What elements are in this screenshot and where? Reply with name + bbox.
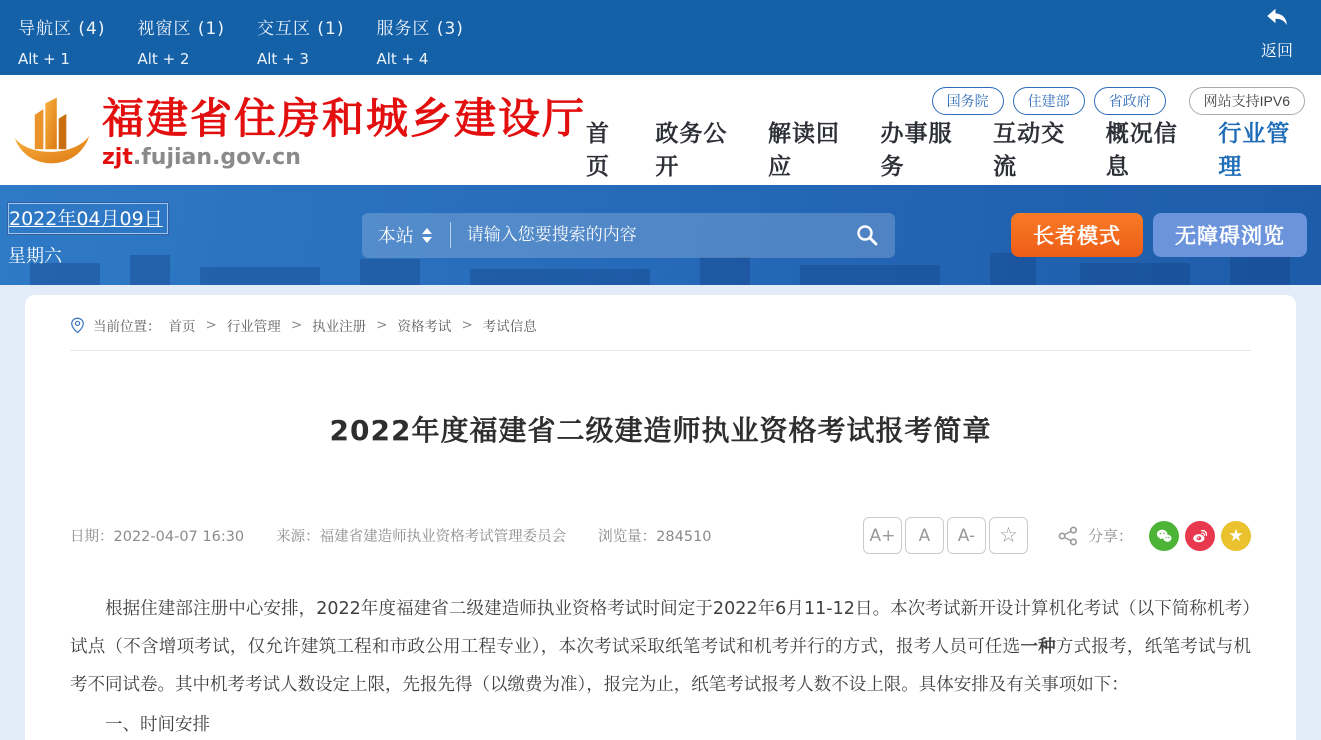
breadcrumb-prefix: 当前位置：	[93, 319, 161, 335]
a11y-region-label: 视窗区 (1)	[137, 19, 225, 39]
site-url-rest: .fujian.gov.cn	[132, 144, 301, 170]
crumb-separator: >	[205, 317, 217, 333]
search-scope-value: 本站	[377, 226, 414, 247]
ipv6-badge: 网站支持IPV6	[1189, 87, 1305, 115]
nav-overview[interactable]: 概况信息	[1105, 121, 1178, 180]
share-icon	[1058, 526, 1078, 546]
font-reset-button[interactable]: A	[905, 517, 944, 554]
crumb-exam-info[interactable]: 考试信息	[482, 319, 537, 335]
date-block	[8, 203, 168, 268]
current-date[interactable]: 2022年04月09日	[8, 203, 168, 234]
crumb-industry[interactable]: 行业管理	[226, 319, 281, 335]
site-header	[0, 75, 1321, 185]
a11y-region-shortcut: Alt + 3	[256, 50, 309, 68]
link-provincial-gov[interactable]: 省政府	[1094, 87, 1166, 115]
a11y-viewport-region[interactable]	[137, 14, 224, 68]
back-label: 返回	[1260, 41, 1293, 60]
a11y-region-label: 导航区 (4)	[18, 19, 106, 39]
page-background	[0, 285, 1321, 740]
back-button[interactable]	[1261, 6, 1293, 61]
search-bar	[362, 213, 895, 258]
crumb-home[interactable]: 首页	[168, 319, 196, 335]
accessibility-bar	[0, 0, 1321, 75]
paragraph-1	[70, 590, 1251, 704]
paragraph-1-bold: 一种	[1020, 637, 1056, 657]
nav-interaction[interactable]: 互动交流	[993, 121, 1066, 180]
share-label: 分享：	[1087, 527, 1133, 545]
quick-links	[932, 87, 1305, 115]
site-title: 福建省住房和城乡建设厅	[102, 94, 587, 144]
elder-mode-button[interactable]: 长者模式	[1011, 213, 1143, 257]
search-icon	[855, 223, 879, 247]
nav-services[interactable]: 办事服务	[880, 121, 953, 180]
a11y-region-label: 服务区 (3)	[376, 19, 464, 39]
site-logo-icon	[8, 90, 96, 176]
qzone-star-icon: ★	[1228, 525, 1244, 546]
search-scope-select[interactable]	[378, 222, 432, 248]
search-divider	[450, 222, 451, 248]
location-pin-icon	[70, 317, 85, 334]
nav-interpretation[interactable]: 解读回应	[767, 121, 840, 180]
accessible-browse-button[interactable]: 无障碍浏览	[1153, 213, 1307, 257]
scope-dropdown-icon	[422, 228, 432, 243]
favorite-star-button[interactable]: ☆	[989, 517, 1028, 554]
current-weekday: 星期六	[8, 245, 62, 267]
main-nav	[586, 115, 1305, 181]
a11y-service-region[interactable]	[376, 14, 463, 68]
nav-industry-management[interactable]: 行业管理	[1218, 121, 1291, 180]
breadcrumb	[70, 295, 1251, 351]
back-arrow-icon	[1264, 15, 1290, 34]
a11y-region-label: 交互区 (1)	[256, 19, 345, 39]
a11y-nav-region[interactable]	[18, 14, 105, 68]
link-state-council[interactable]: 国务院	[932, 87, 1004, 115]
a11y-region-shortcut: Alt + 1	[18, 50, 70, 68]
paragraph-1-text: 根据住建部注册中心安排，2022年度福建省二级建造师执业资格考试时间定于2022年6月11-12日。本次考试新开设计算机化考试（以下简称机考）试点（不含增项考试，仅允许建筑工程和市政公用工程专业），本次考试采取纸笔考试和机考并行的方式，报考人员可任选	[70, 599, 1251, 657]
share-weibo-button[interactable]	[1185, 521, 1215, 551]
article-meta	[70, 517, 1251, 554]
crumb-separator: >	[290, 317, 303, 333]
share-qzone-button[interactable]	[1221, 521, 1251, 551]
banner	[0, 185, 1321, 285]
article-date: 日期：2022-04-07 16:30	[70, 529, 245, 545]
nav-home[interactable]: 首页	[586, 121, 611, 180]
weibo-icon	[1191, 527, 1209, 545]
paragraph-1-text: 方式报考，纸笔考试与机考不同试卷。其中机考考试人数设定上限，先报先得（以缴费为准），报完为止，纸笔考试报考人数不设上限。具体安排及有关事项如下：	[70, 637, 1252, 695]
search-input[interactable]	[467, 225, 855, 245]
a11y-region-shortcut: Alt + 4	[376, 50, 429, 68]
section-1-heading: 一、时间安排	[105, 715, 210, 735]
font-increase-button[interactable]: A+	[863, 517, 902, 554]
crumb-practice-registration[interactable]: 执业注册	[312, 319, 367, 335]
font-decrease-button[interactable]: A-	[947, 517, 986, 554]
site-brand[interactable]	[8, 75, 586, 185]
crumb-qualification-exam[interactable]: 资格考试	[397, 319, 452, 335]
crumb-separator: >	[461, 317, 473, 333]
article-views: 浏览量：284510	[598, 529, 712, 545]
search-button[interactable]	[855, 223, 879, 247]
nav-gov-affairs[interactable]: 政务公开	[655, 121, 728, 180]
article-title: 2022年度福建省二级建造师执业资格考试报考简章	[329, 414, 992, 447]
a11y-interaction-region[interactable]	[257, 14, 344, 68]
site-url	[102, 145, 586, 170]
link-mohurd[interactable]: 住建部	[1013, 87, 1085, 115]
wechat-icon	[1155, 527, 1173, 545]
content-card	[25, 295, 1296, 740]
site-url-prefix: zjt	[102, 144, 133, 170]
share-wechat-button[interactable]	[1149, 521, 1179, 551]
article-source: 来源：福建省建造师执业资格考试管理委员会	[276, 529, 567, 545]
crumb-separator: >	[376, 317, 388, 333]
article-body	[70, 590, 1251, 740]
a11y-region-shortcut: Alt + 2	[137, 50, 190, 68]
